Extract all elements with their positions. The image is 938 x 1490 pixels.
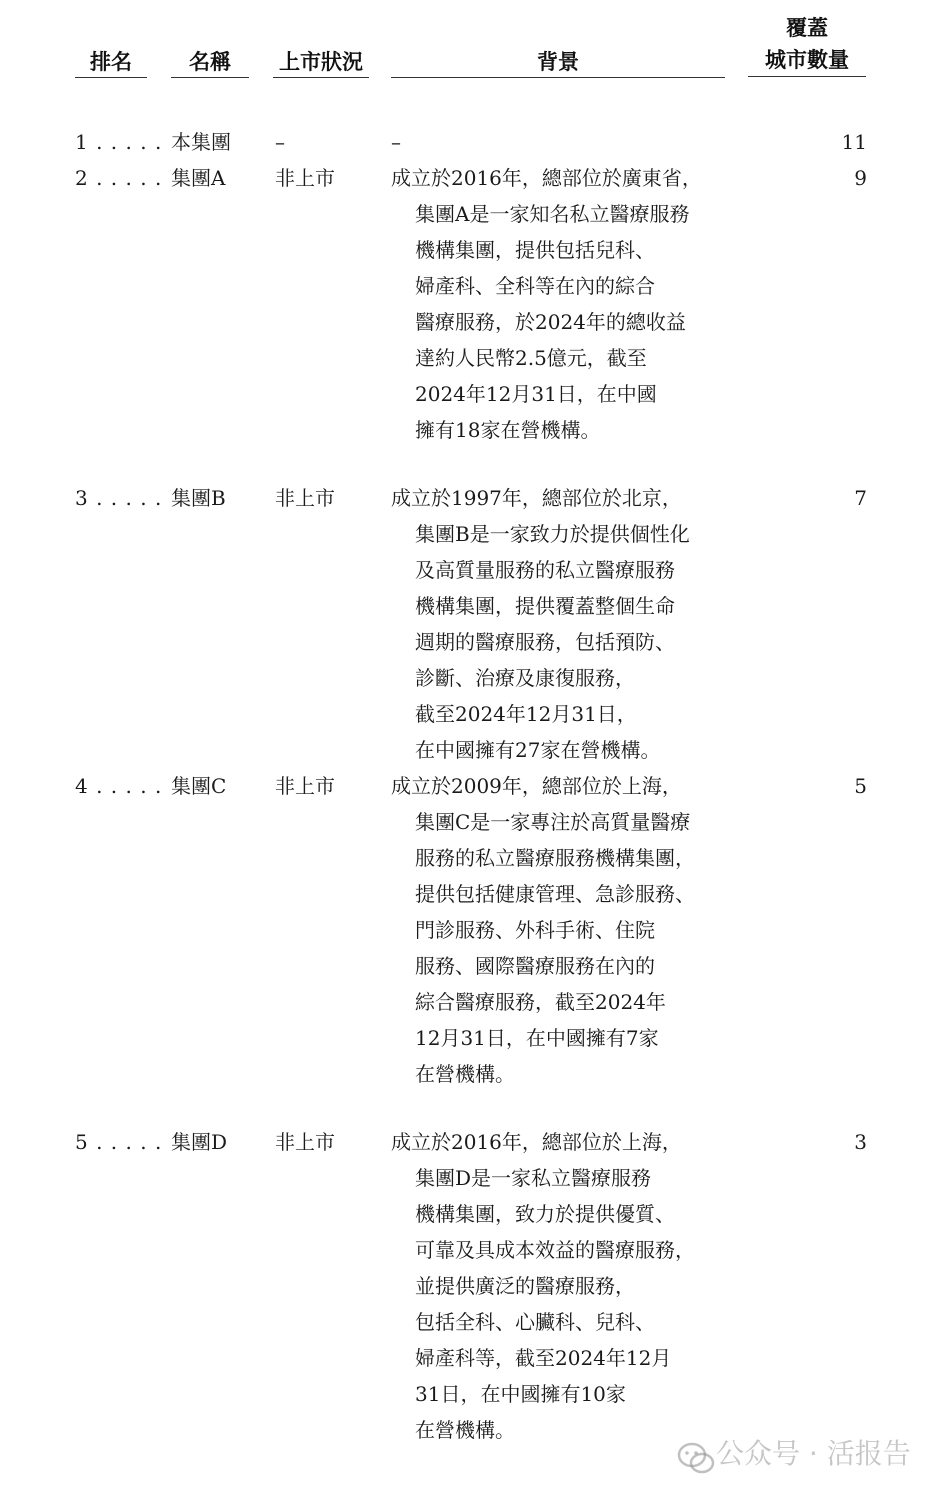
row-name: 集團A bbox=[171, 166, 226, 190]
row-cities: 3 bbox=[854, 1130, 867, 1154]
background-line: 機構集團，提供包括兒科、 bbox=[415, 238, 655, 262]
background-line: 在營機構。 bbox=[415, 1062, 515, 1086]
wechat-icon bbox=[676, 1438, 716, 1478]
watermark bbox=[676, 1432, 916, 1480]
row-background bbox=[391, 768, 731, 1092]
background-line: 集團D是一家私立醫療服務 bbox=[415, 1166, 652, 1190]
background-line: 截至2024年12月31日， bbox=[415, 702, 637, 726]
background-line: 31日，在中國擁有10家 bbox=[415, 1382, 626, 1406]
header-background: 背景 bbox=[391, 47, 725, 78]
background-line: 集團A是一家知名私立醫療服務 bbox=[415, 202, 690, 226]
row-status: – bbox=[275, 130, 285, 154]
background-line: 服務、國際醫療服務在內的 bbox=[415, 954, 655, 978]
background-line: 綜合醫療服務，截至2024年 bbox=[415, 990, 666, 1014]
background-line: 包括全科、心臟科、兒科、 bbox=[415, 1310, 655, 1334]
background-line: 成立於2016年，總部位於廣東省， bbox=[391, 166, 702, 190]
row-rank: 3 . . . . . bbox=[75, 486, 163, 510]
row-rank: 4 . . . . . bbox=[75, 774, 163, 798]
background-line: 醫療服務，於2024年的總收益 bbox=[415, 310, 686, 334]
row-background bbox=[391, 480, 731, 768]
row-name: 集團D bbox=[171, 1130, 228, 1154]
header-cities-line1: 覆蓋 bbox=[786, 16, 828, 40]
header-rank: 排名 bbox=[75, 47, 147, 78]
background-line: 成立於2009年，總部位於上海， bbox=[391, 774, 682, 798]
header-cities bbox=[748, 12, 866, 77]
row-status: 非上市 bbox=[275, 486, 335, 510]
background-line: 在中國擁有27家在營機構。 bbox=[415, 738, 661, 762]
header-cities-line2: 城市數量 bbox=[765, 48, 849, 72]
row-cities: 9 bbox=[854, 166, 867, 190]
background-line: 成立於1997年，總部位於北京， bbox=[391, 486, 682, 510]
row-background bbox=[391, 124, 731, 160]
background-line: 集團C是一家專注於高質量醫療 bbox=[415, 810, 691, 834]
background-line: 集團B是一家致力於提供個性化 bbox=[415, 522, 690, 546]
row-rank: 1 . . . . . bbox=[75, 130, 163, 154]
row-rank: 2 . . . . . bbox=[75, 166, 163, 190]
background-line: 服務的私立醫療服務機構集團， bbox=[415, 846, 695, 870]
header-status: 上市狀況 bbox=[273, 47, 369, 78]
background-line: 並提供廣泛的醫療服務， bbox=[415, 1274, 635, 1298]
background-line: 可靠及具成本效益的醫療服務， bbox=[415, 1238, 695, 1262]
background-line: 成立於2016年，總部位於上海， bbox=[391, 1130, 682, 1154]
row-status: 非上市 bbox=[275, 1130, 335, 1154]
background-line: – bbox=[391, 130, 401, 154]
row-name: 本集團 bbox=[171, 130, 231, 154]
row-name: 集團C bbox=[171, 774, 227, 798]
background-line: 門診服務、外科手術、住院 bbox=[415, 918, 655, 942]
header-name: 名稱 bbox=[171, 47, 249, 78]
row-status: 非上市 bbox=[275, 774, 335, 798]
row-name: 集團B bbox=[171, 486, 226, 510]
row-cities: 11 bbox=[841, 130, 867, 154]
background-line: 機構集團，提供覆蓋整個生命 bbox=[415, 594, 675, 618]
row-rank: 5 . . . . . bbox=[75, 1130, 163, 1154]
row-cities: 7 bbox=[854, 486, 867, 510]
background-line: 診斷、治療及康復服務， bbox=[415, 666, 635, 690]
background-line: 婦產科等，截至2024年12月 bbox=[415, 1346, 672, 1370]
watermark-text: 公众号 · 活报告 bbox=[716, 1437, 911, 1470]
background-line: 及高質量服務的私立醫療服務 bbox=[415, 558, 675, 582]
background-line: 婦產科、全科等在內的綜合 bbox=[415, 274, 655, 298]
background-line: 擁有18家在營機構。 bbox=[415, 418, 601, 442]
row-status: 非上市 bbox=[275, 166, 335, 190]
background-line: 週期的醫療服務，包括預防、 bbox=[415, 630, 675, 654]
row-cities: 5 bbox=[854, 774, 867, 798]
row-background bbox=[391, 160, 731, 448]
background-line: 12月31日，在中國擁有7家 bbox=[415, 1026, 659, 1050]
background-line: 機構集團，致力於提供優質、 bbox=[415, 1202, 675, 1226]
background-line: 達約人民幣2.5億元，截至 bbox=[415, 346, 647, 370]
row-background bbox=[391, 1124, 731, 1448]
background-line: 提供包括健康管理、急診服務、 bbox=[415, 882, 695, 906]
background-line: 在營機構。 bbox=[415, 1418, 515, 1442]
background-line: 2024年12月31日，在中國 bbox=[415, 382, 657, 406]
